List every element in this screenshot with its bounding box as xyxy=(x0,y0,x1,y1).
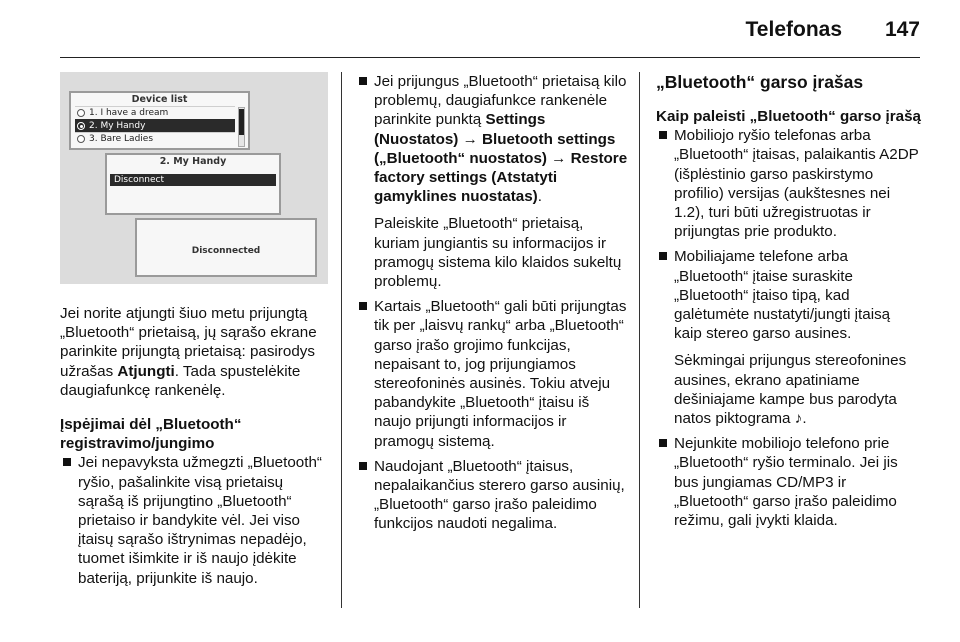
paragraph: Mobiliajame telefone arba „Bluetooth“ įtaise suraskite „Bluetooth“ įtaiso tipą, kad galėtumėte nustatyti/jungti įtaisą kaip stereo garso ausines. xyxy=(674,248,891,343)
subheading: Kaip paleisti „Bluetooth“ garso įrašą xyxy=(656,108,921,125)
list-item: Jei prijungus „Bluetooth“ prietaisą kilo problemų, daugiafunkce rankenėle parinkite punktą Settings (Nuostatos) → Bluetooth settings („Bluetooth“ nuostatos) → Restore factory settings (Atstatyti gamyklines nuostatas). Paleiskite „Bluetooth“ prietaisą, kuriam jungiantis su informacijos ir pramogų sistema kilo klaidos sukeltų problemų. xyxy=(356,72,628,291)
page-number: 147 xyxy=(884,18,920,41)
arrow-icon: → xyxy=(546,149,571,167)
section-title: Telefonas xyxy=(745,18,842,41)
list-item: Mobiliojo ryšio telefonas arba „Bluetooth“ įtaisas, palaikantis A2DP (išplėstinio garso paskirstymo profilio) versijas (aukštesnes nei 1.2), turi būti užregistruotas ir prijungtas prie produkto. xyxy=(656,126,922,241)
device-label: 2. My Handy xyxy=(89,121,146,131)
device-menu-screen xyxy=(105,153,281,215)
device-list-title: Device list xyxy=(131,94,188,105)
menu-term: Settings (Nuostatos) xyxy=(374,111,546,148)
status-screen xyxy=(135,218,317,277)
column-divider xyxy=(639,72,640,608)
troubleshoot-list xyxy=(356,72,628,534)
list-item xyxy=(656,247,922,428)
disconnect-option: Disconnect xyxy=(110,174,276,186)
page-header xyxy=(60,0,920,58)
paragraph: Paleiskite „Bluetooth“ prietaisą, kuriam jungiantis su informacijos ir pramogų sistema kilo klaidos sukeltų problemų. xyxy=(374,215,622,291)
radio-icon xyxy=(77,135,85,143)
radio-selected-icon xyxy=(77,122,85,130)
paragraph: Sėkmingai prijungus stereofonines ausines, ekrano apatiniame dešiniajame kampe bus parodyta natos piktograma ♪. xyxy=(674,352,907,428)
list-item: Jei nepavyksta užmegzti „Bluetooth“ ryšio, pašalinkite visą prietaisų sąrašą iš prijungtino „Bluetooth“ prietaiso ir bandykite vėl. Jei viso įtaisų sąrašo ištrynimas nepadėjo, tuomet išimkite ir iš naujo įdėkite bateriją, prijunkite iš naujo. xyxy=(60,453,328,587)
scrollbar xyxy=(238,107,245,147)
menu-term: Bluetooth settings („Bluetooth“ nuostatos) xyxy=(374,130,616,167)
menu-term: Restore factory settings (Atstatyti gamyklines nuostatas) xyxy=(374,149,628,206)
device-label: 3. Bare Ladies xyxy=(89,134,154,144)
arrow-icon: → xyxy=(458,130,483,148)
device-list-item xyxy=(75,132,235,145)
intro-paragraph: Jei norite atjungti šiuo metu prijungtą „Bluetooth“ prietaisą, jų sąrašo ekrane parinkite prijungtą prietaisą: pasirodys užrašas Atjungti. Tada spustelėkite daugiafunkcę rankenėlę. xyxy=(60,305,317,399)
device-list-item-selected xyxy=(75,119,235,132)
column-middle xyxy=(356,72,628,540)
list-item: Naudojant „Bluetooth“ įtaisus, nepalaikančius sterero garso ausinių, „Bluetooth“ garso įrašo paleidimo funkcijos naudoti negalima. xyxy=(356,457,628,534)
device-list-screen xyxy=(69,91,250,150)
warning-list xyxy=(60,453,328,587)
column-right xyxy=(656,72,922,536)
disconnected-message: Disconnected xyxy=(191,246,261,256)
warning-heading: Įspėjimai dėl „Bluetooth“ registravimo/jungimo xyxy=(60,416,242,453)
device-label: 1. I have a dream xyxy=(89,108,169,118)
scrollbar-thumb xyxy=(239,109,244,135)
radio-icon xyxy=(77,109,85,117)
audio-list xyxy=(656,126,922,530)
disconnect-term: Atjungti xyxy=(117,362,175,380)
device-menu-title: 2. My Handy xyxy=(159,156,227,167)
column-divider xyxy=(341,72,342,608)
list-item: Kartais „Bluetooth“ gali būti prijungtas tik per „laisvų rankų“ arba „Bluetooth“ garso įrašo grojimo funkcijas, nepaisant to, jog prijungiamos stereofoninės ausinės. Tokiu atveju pabandykite „Bluetooth“ įtaisu iš naujo prijungti informacijos ir pramogų sistemą. xyxy=(356,297,628,451)
list-item: Nejunkite mobiliojo telefono prie „Bluetooth“ ryšio terminalo. Jei jis bus jungiamas CD/MP3 ir „Bluetooth“ garso įrašo paleidimo režimu, gali įvykti klaida. xyxy=(656,434,922,530)
section-heading: „Bluetooth“ garso įrašas xyxy=(656,72,864,92)
column-left xyxy=(60,72,328,594)
screen-illustration xyxy=(60,72,328,284)
device-list-item xyxy=(75,106,235,119)
